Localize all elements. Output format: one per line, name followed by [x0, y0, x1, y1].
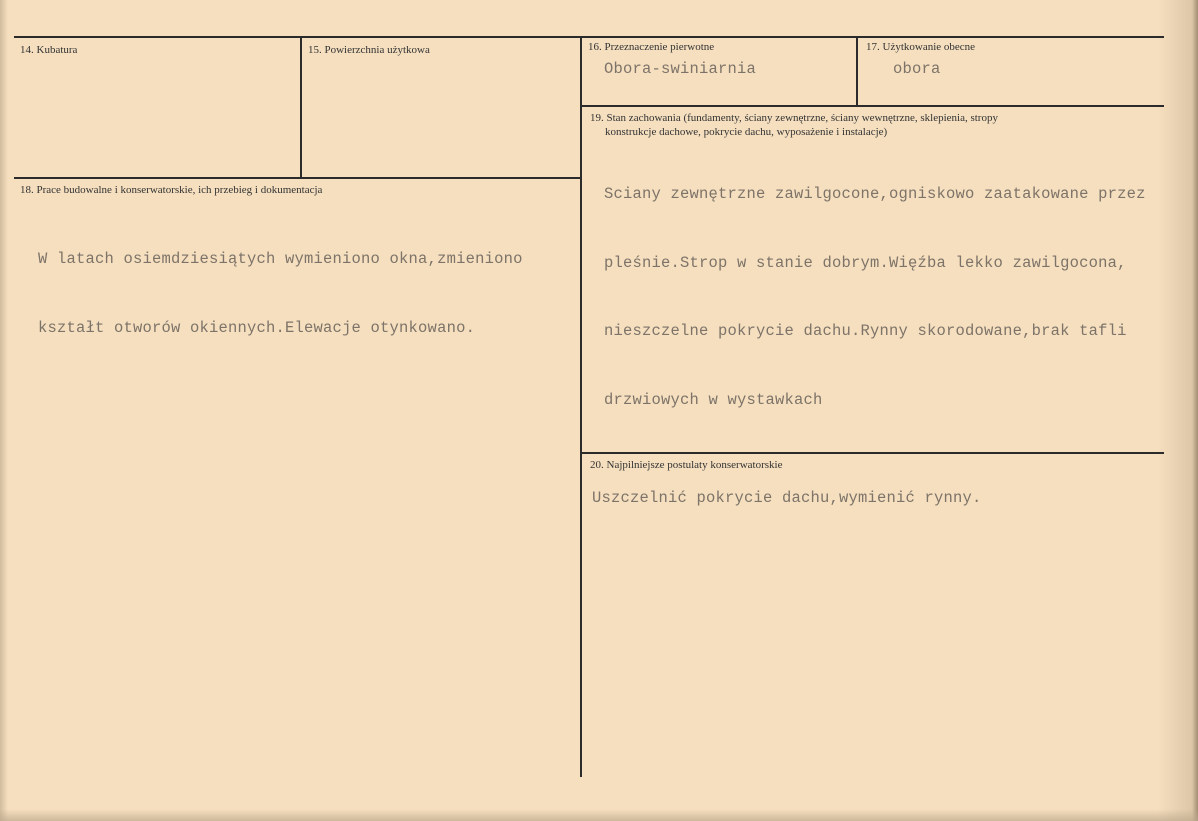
- rule-above-field-20: [582, 452, 1164, 454]
- field-20-value: Uszczelnić pokrycie dachu,wymienić rynny.: [592, 489, 982, 507]
- scan-edge-bottom: [0, 809, 1198, 821]
- scan-edge-right: [1158, 0, 1198, 821]
- field-19-value-line: nieszczelne pokrycie dachu.Rynny skorodowane,brak tafli: [604, 322, 1127, 340]
- field-20-label: 20. Najpilniejsze postulaty konserwatorskie: [590, 459, 783, 471]
- field-19-value-line: pleśnie.Strop w stanie dobrym.Więźba lekko zawilgocona,: [604, 253, 1127, 272]
- main-center-divider: [580, 36, 582, 777]
- field-15-label: 15. Powierzchnia użytkowa: [308, 44, 430, 56]
- field-19-value-line: drzwiowych w wystawkach: [604, 390, 823, 409]
- field-18-label: 18. Prace budowalne i konserwatorskie, ich przebieg i dokumentacja: [20, 184, 323, 196]
- divider-16-17: [856, 36, 858, 105]
- field-17-value: obora: [893, 60, 941, 78]
- field-19-label-line2: konstrukcje dachowe, pokrycie dachu, wyposażenie i instalacje): [605, 126, 888, 138]
- field-19-value: [604, 142, 1146, 452]
- scan-edge-left: [0, 0, 8, 821]
- field-18-value-line: kształt otworów okiennych.Elewacje otynkowano.: [38, 318, 476, 337]
- top-rule: [14, 36, 1164, 38]
- field-19-value-line: Sciany zewnętrzne zawilgocone,ogniskowo zaatakowane przez: [604, 185, 1146, 203]
- rule-above-field-18: [14, 177, 580, 179]
- field-16-value: Obora-swiniarnia: [604, 60, 757, 78]
- field-14-label: 14. Kubatura: [20, 44, 78, 56]
- field-19-label-line1: 19. Stan zachowania (fundamenty, ściany zewnętrzne, ściany wewnętrzne, sklepienia, stropy: [590, 112, 998, 124]
- field-18-value-line: W latach osiemdziesiątych wymieniono okna,zmieniono: [38, 250, 523, 268]
- field-16-label: 16. Przeznaczenie pierwotne: [588, 41, 715, 53]
- field-17-label: 17. Użytkowanie obecne: [866, 41, 976, 53]
- rule-above-field-19: [582, 105, 1164, 107]
- field-18-value: [38, 207, 523, 380]
- divider-14-15: [300, 36, 302, 177]
